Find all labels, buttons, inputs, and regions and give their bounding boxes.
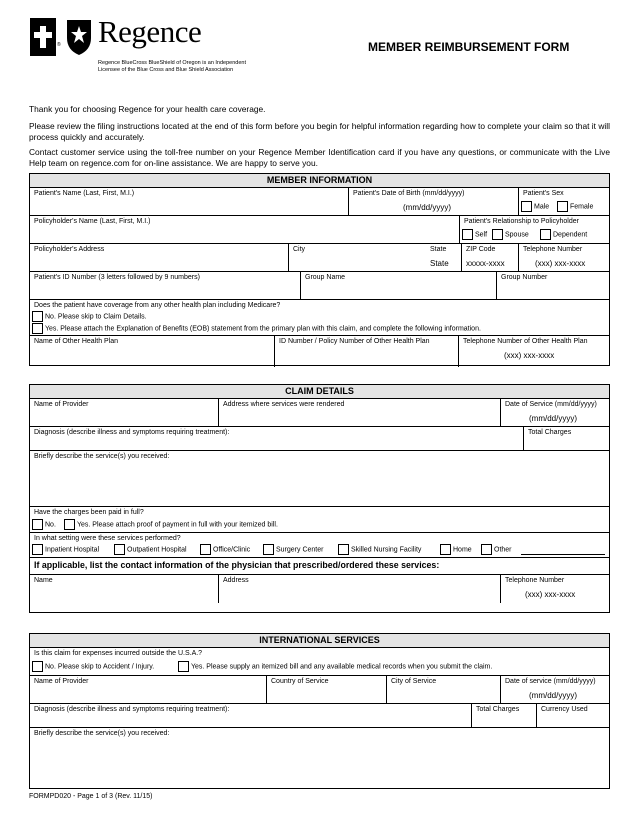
intl-date-label: Date of service (mm/dd/yyyy) xyxy=(505,678,596,685)
address-row xyxy=(30,244,609,272)
relationship-spouse-option[interactable]: Spouse xyxy=(492,229,529,241)
claim-diagnosis-label: Diagnosis (describe illness and symptoms requiring treatment): xyxy=(34,429,230,436)
setting-other-checkbox[interactable] xyxy=(481,544,492,555)
logo-name: Regence xyxy=(98,14,202,49)
claim-details-section xyxy=(29,384,610,613)
patient-id-label: Patient's ID Number (3 letters followed by 9 numbers) xyxy=(34,274,200,281)
physician-phone-hint: (xxx) xxx-xxxx xyxy=(525,590,576,599)
claim-describe-label: Briefly describe the service(s) you received: xyxy=(34,453,170,460)
intl-outside-question: Is this claim for expenses incurred outside the U.S.A.? xyxy=(34,650,203,657)
claim-paid-row xyxy=(30,507,609,533)
international-services-section xyxy=(29,633,610,789)
claim-details-heading: CLAIM DETAILS xyxy=(30,385,609,399)
physician-address-label: Address xyxy=(223,577,249,584)
city-field[interactable] xyxy=(288,244,428,271)
zip-field[interactable] xyxy=(461,244,518,271)
patient-name-label: Patient's Name (Last, First, M.I.) xyxy=(34,190,135,197)
zip-hint: xxxxx-xxxx xyxy=(466,259,505,268)
patient-dob-field[interactable] xyxy=(348,188,518,215)
sex-female-option[interactable]: Female xyxy=(557,201,593,213)
intl-total-charges-label: Total Charges xyxy=(476,706,520,713)
claim-describe-row[interactable] xyxy=(30,451,609,507)
policyholder-row xyxy=(30,216,609,244)
address-label: Policyholder's Address xyxy=(34,246,105,253)
other-coverage-no-option[interactable]: No. Please skip to Claim Details. xyxy=(32,311,147,323)
intro-p3: Contact customer service using the toll-free number on your Regence Member Identification card if you have any questions, or communicate with the Live Help team on regence.com for on-line assistance. We are happy to serve you. xyxy=(29,147,610,168)
blue-shield-icon xyxy=(66,18,92,56)
claim-diagnosis-row xyxy=(30,427,609,451)
form-title: MEMBER REIMBURSEMENT FORM xyxy=(368,40,570,54)
setting-other-line[interactable] xyxy=(521,554,605,555)
sex-male-option[interactable]: Male xyxy=(521,201,549,213)
group-number-label: Group Number xyxy=(501,274,548,281)
intl-provider-row xyxy=(30,676,609,704)
patient-dob-hint: (mm/dd/yyyy) xyxy=(403,203,451,212)
international-services-heading: INTERNATIONAL SERVICES xyxy=(30,634,609,648)
member-information-heading: MEMBER INFORMATION xyxy=(30,174,609,188)
telephone-label: Telephone Number xyxy=(523,246,583,253)
intl-city-label: City of Service xyxy=(391,678,437,685)
other-plan-name-label: Name of Other Health Plan xyxy=(34,338,119,345)
setting-inpatient-checkbox[interactable] xyxy=(32,544,43,555)
claim-date-field[interactable] xyxy=(500,399,609,426)
physician-note: If applicable, list the contact information of the physician that prescribed/ordered these services: xyxy=(34,560,440,570)
intl-describe-row[interactable] xyxy=(30,728,609,790)
self-checkbox[interactable] xyxy=(462,229,473,240)
claim-provider-address-label: Address where services were rendered xyxy=(223,401,345,408)
relationship-self-option[interactable]: Self xyxy=(462,229,487,241)
claim-total-charges-field[interactable] xyxy=(523,427,609,450)
setting-snf-option[interactable]: Skilled Nursing Facility xyxy=(338,544,421,556)
dependent-checkbox[interactable] xyxy=(540,229,551,240)
male-checkbox[interactable] xyxy=(521,201,532,212)
claim-setting-question: In what setting were these services performed? xyxy=(34,535,181,542)
other-coverage-no-checkbox[interactable] xyxy=(32,311,43,322)
setting-surgery-option[interactable]: Surgery Center xyxy=(263,544,323,556)
claim-date-hint: (mm/dd/yyyy) xyxy=(529,414,577,423)
patient-sex-field xyxy=(518,188,609,215)
logo-subtext-1: Regence BlueCross BlueShield of Oregon is an Independent xyxy=(98,60,246,66)
other-coverage-yes-option[interactable]: Yes. Please attach the Explanation of Benefits (EOB) statement from the primary plan with this claim, and complete the following information. xyxy=(32,323,481,335)
physician-address-field[interactable] xyxy=(218,575,500,603)
claim-paid-no-option[interactable]: No. xyxy=(32,519,56,531)
setting-office-option[interactable]: Office/Clinic xyxy=(200,544,250,556)
setting-surgery-checkbox[interactable] xyxy=(263,544,274,555)
setting-home-option[interactable]: Home xyxy=(440,544,472,556)
intro-p2: Please review the filing instructions located at the end of this form before you begin for helpful information regarding how to complete your claim so that it will process quickly and accurately. xyxy=(29,121,610,142)
claim-setting-row xyxy=(30,533,609,558)
claim-provider-row xyxy=(30,399,609,427)
intl-total-charges-field[interactable] xyxy=(471,704,536,727)
intl-yes-option[interactable]: Yes. Please supply an itemized bill and any available medical records when you submit the claim. xyxy=(178,661,492,673)
member-information-section xyxy=(29,173,610,366)
other-coverage-row xyxy=(30,300,609,336)
intl-yes-checkbox[interactable] xyxy=(178,661,189,672)
physician-name-label: Name xyxy=(34,577,53,584)
female-checkbox[interactable] xyxy=(557,201,568,212)
setting-other-option[interactable]: Other xyxy=(481,544,512,556)
claim-provider-name-label: Name of Provider xyxy=(34,401,89,408)
setting-office-checkbox[interactable] xyxy=(200,544,211,555)
other-coverage-yes-checkbox[interactable] xyxy=(32,323,43,334)
form-id-footer: FORMPD020 - Page 1 of 3 (Rev. 11/15) xyxy=(29,793,153,800)
other-plan-phone-label: Telephone Number of Other Health Plan xyxy=(463,338,588,345)
claim-provider-address-field[interactable] xyxy=(218,399,500,426)
intl-date-field[interactable] xyxy=(500,676,609,703)
other-coverage-question: Does the patient have coverage from any other health plan including Medicare? xyxy=(34,302,281,309)
claim-paid-yes-option[interactable]: Yes. Please attach proof of payment in full with your itemized bill. xyxy=(64,519,278,531)
physician-row xyxy=(30,575,609,603)
intl-diagnosis-row xyxy=(30,704,609,728)
claim-date-label: Date of Service (mm/dd/yyyy) xyxy=(505,401,597,408)
setting-inpatient-option[interactable]: Inpatient Hospital xyxy=(32,544,99,556)
telephone-field[interactable] xyxy=(518,244,609,271)
physician-phone-field[interactable] xyxy=(500,575,609,603)
spouse-checkbox[interactable] xyxy=(492,229,503,240)
setting-outpatient-option[interactable]: Outpatient Hospital xyxy=(114,544,187,556)
other-plan-phone-field[interactable] xyxy=(458,336,609,367)
claim-total-charges-label: Total Charges xyxy=(528,429,572,436)
claim-paid-question: Have the charges been paid in full? xyxy=(34,509,144,516)
setting-outpatient-checkbox[interactable] xyxy=(114,544,125,555)
other-plan-row xyxy=(30,336,609,367)
intl-currency-field[interactable] xyxy=(536,704,609,727)
logo xyxy=(30,16,270,76)
intl-currency-label: Currency Used xyxy=(541,706,588,713)
relationship-field xyxy=(459,216,609,243)
intl-country-field[interactable] xyxy=(266,676,386,703)
physician-note-row xyxy=(30,558,609,575)
patient-row xyxy=(30,188,609,216)
zip-label: ZIP Code xyxy=(466,246,496,253)
intl-country-label: Country of Service xyxy=(271,678,329,685)
registered-mark: ® xyxy=(57,42,61,48)
patient-dob-label: Patient's Date of Birth (mm/dd/yyyy) xyxy=(353,190,465,197)
other-plan-id-field[interactable] xyxy=(274,336,458,367)
state-field[interactable] xyxy=(428,244,461,271)
intl-outside-row xyxy=(30,648,609,676)
other-plan-phone-hint: (xxx) xxx-xxxx xyxy=(504,351,555,360)
city-label: City xyxy=(293,246,306,253)
setting-home-checkbox[interactable] xyxy=(440,544,451,555)
blue-cross-icon xyxy=(30,18,56,56)
intl-provider-name-label: Name of Provider xyxy=(34,678,89,685)
logo-subtext-2: Licensee of the Blue Cross and Blue Shield Association xyxy=(98,67,234,73)
claim-paid-yes-checkbox[interactable] xyxy=(64,519,75,530)
id-row xyxy=(30,272,609,300)
telephone-hint: (xxx) xxx-xxxx xyxy=(535,259,586,268)
policyholder-name-label: Policyholder's Name (Last, First, M.I.) xyxy=(34,218,151,225)
setting-snf-checkbox[interactable] xyxy=(338,544,349,555)
state-label: State xyxy=(430,246,447,253)
intl-date-hint: (mm/dd/yyyy) xyxy=(529,691,577,700)
relationship-label: Patient's Relationship to Policyholder xyxy=(464,218,579,225)
patient-sex-label: Patient's Sex xyxy=(523,190,564,197)
physician-phone-label: Telephone Number xyxy=(505,577,565,584)
relationship-dependent-option[interactable]: Dependent xyxy=(540,229,587,241)
intl-no-option[interactable]: No. Please skip to Accident / Injury. xyxy=(32,661,154,673)
intl-city-field[interactable] xyxy=(386,676,500,703)
intro-p1: Thank you for choosing Regence for your health care coverage. xyxy=(29,104,266,114)
intl-diagnosis-label: Diagnosis (describe illness and symptoms requiring treatment): xyxy=(34,706,230,713)
other-plan-id-label: ID Number / Policy Number of Other Health Plan xyxy=(279,338,430,345)
claim-paid-no-checkbox[interactable] xyxy=(32,519,43,530)
intl-describe-label: Briefly describe the service(s) you received: xyxy=(34,730,170,737)
group-number-field[interactable] xyxy=(496,272,609,299)
state-hint: State xyxy=(430,259,449,268)
group-name-field[interactable] xyxy=(300,272,496,299)
intl-no-checkbox[interactable] xyxy=(32,661,43,672)
group-name-label: Group Name xyxy=(305,274,346,281)
